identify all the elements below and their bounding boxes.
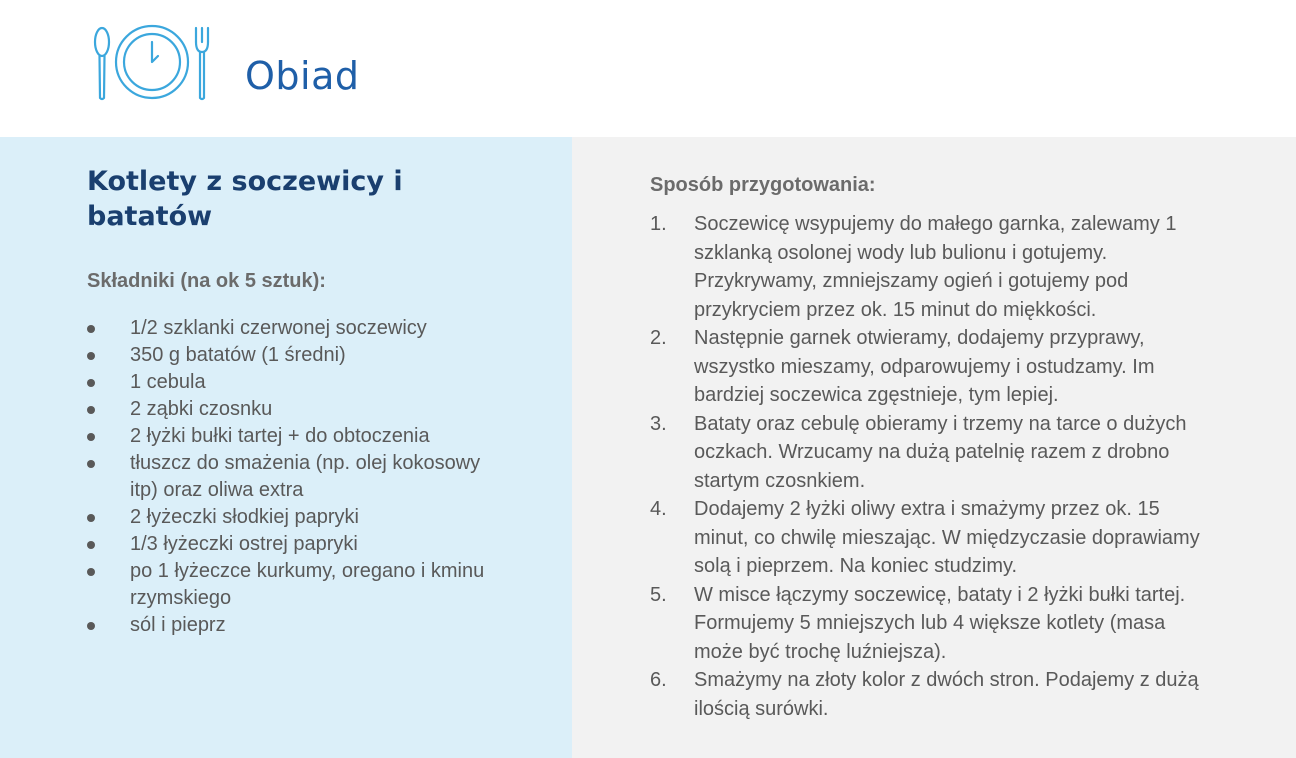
bullet-icon — [87, 379, 95, 387]
step-item — [650, 495, 1210, 581]
ingredient-item — [87, 423, 487, 450]
bullet-icon — [87, 514, 95, 522]
ingredient-text: 2 łyżeczki słodkiej papryki — [130, 506, 359, 528]
step-number: 1. — [650, 213, 667, 235]
ingredient-item — [87, 612, 487, 639]
step-number: 2. — [650, 327, 667, 349]
step-text: Bataty oraz cebulę obieramy i trzemy na tarce o dużych oczkach. Wrzucamy na dużą patelnię razem z drobno startym czosnkiem. — [694, 412, 1187, 492]
step-text: Następnie garnek otwieramy, dodajemy przyprawy, wszystko mieszamy, odparowujemy i ostudzamy. Im bardziej soczewica zgęstnieje, tym lepiej. — [694, 327, 1155, 406]
bullet-icon — [87, 433, 95, 441]
step-text: Smażymy na złoty kolor z dwóch stron. Podajemy z dużą ilością surówki. — [694, 669, 1199, 720]
preparation-steps — [650, 210, 1210, 723]
bullet-icon — [87, 541, 95, 549]
bullet-icon — [87, 352, 95, 360]
page-title: Obiad — [245, 54, 360, 98]
ingredient-text: sól i pieprz — [130, 614, 226, 636]
ingredient-item — [87, 396, 487, 423]
ingredients-list — [87, 315, 487, 639]
ingredient-text: tłuszcz do smażenia (np. olej kokosowy itp) oraz oliwa extra — [130, 452, 481, 501]
ingredient-text: po 1 łyżeczce kurkumy, oregano i kminu rzymskiego — [130, 560, 485, 609]
step-item — [650, 410, 1210, 496]
ingredient-text: 350 g batatów (1 średni) — [130, 344, 346, 366]
ingredient-item — [87, 504, 487, 531]
ingredient-text: 2 ząbki czosnku — [130, 398, 273, 420]
ingredient-text: 1/2 szklanki czerwonej soczewicy — [130, 317, 427, 339]
step-number: 4. — [650, 498, 667, 520]
bullet-icon — [87, 568, 95, 576]
bullet-icon — [87, 325, 95, 333]
ingredient-item — [87, 531, 487, 558]
clock-plate-cutlery-icon — [92, 22, 218, 104]
step-text: Dodajemy 2 łyżki oliwy extra i smażymy przez ok. 15 minut, co chwilę mieszając. W międzyczasie doprawiamy solą i pieprzem. Na koniec studzimy. — [694, 498, 1200, 577]
header — [0, 0, 1296, 137]
recipe-title: Kotlety z soczewicy i batatów — [87, 166, 403, 232]
ingredient-item — [87, 558, 487, 612]
step-item — [650, 210, 1210, 324]
ingredient-item — [87, 342, 487, 369]
step-number: 6. — [650, 669, 667, 691]
step-number: 3. — [650, 412, 667, 435]
step-item — [650, 324, 1210, 410]
ingredient-text: 2 łyżki bułki tartej + do obtoczenia — [130, 425, 430, 447]
step-number: 5. — [650, 583, 667, 606]
step-item — [650, 581, 1210, 667]
step-text: W misce łączymy soczewicę, bataty i 2 łyżki bułki tartej. Formujemy 5 mniejszych lub 4 większe kotlety (masa może być trochę luźniejsza). — [694, 583, 1186, 663]
step-item — [650, 666, 1210, 723]
ingredient-text: 1 cebula — [130, 371, 206, 393]
bullet-icon — [87, 622, 95, 630]
bullet-icon — [87, 406, 95, 414]
ingredient-item — [87, 369, 487, 396]
bullet-icon — [87, 460, 95, 468]
ingredients-heading: Składniki (na ok 5 sztuk): — [87, 270, 326, 292]
preparation-heading: Sposób przygotowania: — [650, 174, 876, 196]
step-text: Soczewicę wsypujemy do małego garnka, zalewamy 1 szklanką osolonej wody lub bulionu i gotujemy. Przykrywamy, zmniejszamy ogień i gotujemy pod przykryciem przez ok. 15 minut do miękkości. — [694, 213, 1177, 321]
ingredient-text: 1/3 łyżeczki ostrej papryki — [130, 533, 358, 555]
ingredient-item — [87, 450, 487, 504]
ingredient-item — [87, 315, 487, 342]
